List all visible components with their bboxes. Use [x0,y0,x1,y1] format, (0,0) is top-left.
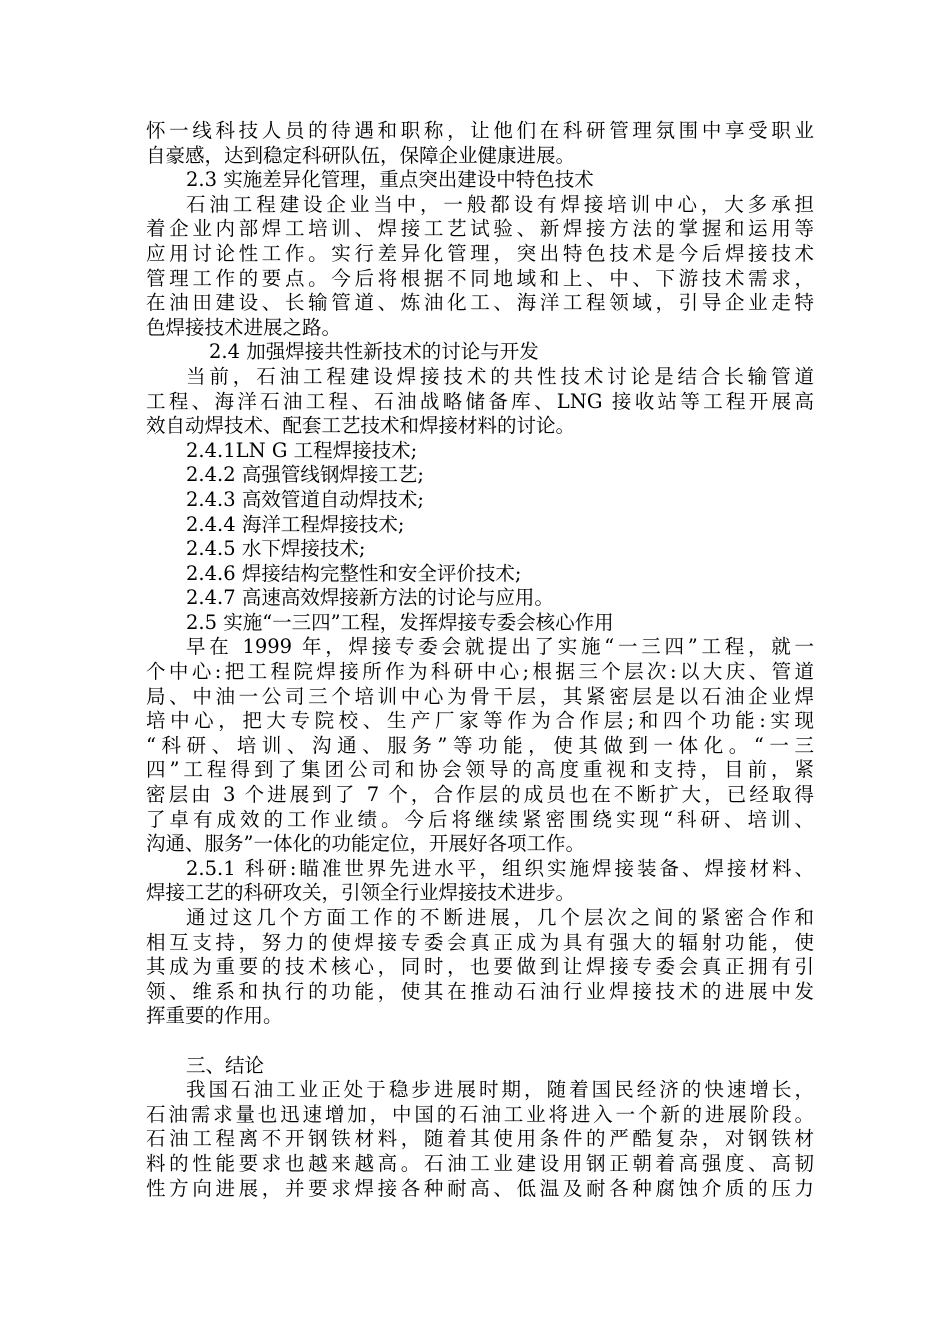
list-item [146,488,814,513]
text-line: 石油需求量也迅速增加，中国的石油工业将进入一个新的进展阶段。 [146,1102,814,1126]
text-line: 着企业内部焊工培训、焊接工艺试验、新焊接方法的掌握和运用等 [146,217,814,241]
text-line: 2.4.2 高强管线钢焊接工艺; [186,463,424,487]
text-line: 早在 1999 年，焊接专委会就提出了实施“一三四”工程，就一 [186,635,814,659]
text-line: 效自动焊技术、配套工艺技术和焊接材料的讨论。 [146,414,576,438]
paragraph [146,906,814,1029]
section-heading [146,340,814,365]
paragraph [146,857,814,906]
text-line: 个中心:把工程院焊接所作为科研中心;根据三个层次:以大庆、管道 [146,660,814,684]
text-line: 四”工程得到了集团公司和协会领导的高度重视和支持，目前，紧 [146,758,814,782]
blank-line [146,1029,814,1054]
list-item [146,463,814,488]
text-line: 通过这几个方面工作的不断进展，几个层次之间的紧密合作和 [186,906,814,929]
text-line: “科研、培训、沟通、服务”等功能，使其做到一体化。“一三 [146,733,814,757]
text-line: 性方向进展，并要求焊接各种耐高、低温及耐各种腐蚀介质的压力 [146,1176,814,1200]
list-item [146,513,814,538]
text-line: 相互支持，努力的使焊接专委会真正成为具有强大的辐射功能，使 [146,930,814,954]
text-line: 沟通、服务”一体化的功能定位，开展好各项工作。 [146,832,585,856]
text-line: 挥重要的作用。 [146,1004,283,1028]
text-line: 2.3 实施差异化管理，重点突出建设中特色技术 [186,168,594,192]
text-line: 怀一线科技人员的待遇和职称，让他们在科研管理氛围中享受职业 [146,119,814,142]
text-line: 三、结论 [186,1053,265,1077]
text-line: 料的性能要求也越来越高。石油工业建设用钢正朝着高强度、高韧 [146,1151,814,1175]
text-line: 2.4.3 高效管道自动焊技术; [186,487,424,511]
text-line: 2.5 实施“一三四”工程，发挥焊接专委会核心作用 [186,610,614,634]
section-heading [146,168,814,193]
list-item [146,537,814,562]
text-line: 自豪感，达到稳定科研队伍，保障企业健康进展。 [146,143,576,167]
text-line: 密层由 3 个进展到了 7 个，合作层的成员也在不断扩大，已经取得 [146,783,814,807]
text-line: 培中心，把大专院校、生产厂家等作为合作层;和四个功能:实现 [146,709,814,733]
text-line: 领、维系和执行的功能，使其在推动石油行业焊接技术的进展中发 [146,979,814,1003]
text-line: 2.4.1LN G 工程焊接技术; [186,438,418,462]
text-line: 局、中油一公司三个培训中心为骨干层，其紧密层是以石油企业焊 [146,684,814,708]
list-item [146,439,814,464]
paragraph [146,1078,814,1201]
list-item [146,562,814,587]
section-heading [146,611,814,636]
text-line: 2.4.7 高速高效焊接新方法的讨论与应用。 [186,586,554,610]
paragraph [146,193,814,341]
text-line: 了卓有成效的工作业绩。今后将继续紧密围绕实现“科研、培训、 [146,807,814,831]
text-line: 色焊接技术进展之路。 [146,315,342,339]
section-heading [146,1054,814,1079]
text-line: 在油田建设、长输管道、炼油化工、海洋工程领域，引导企业走特 [146,291,814,315]
text-line: 2.4.6 焊接结构完整性和安全评价技术; [186,561,522,585]
text-line: 2.5.1 科研:瞄准世界先进水平，组织实施焊接装备、焊接材料、 [186,856,814,880]
text-line: 2.4.4 海洋工程焊接技术; [186,512,405,536]
text-line: 石油工程离不开钢铁材料，随着其使用条件的严酷复杂，对钢铁材 [146,1127,814,1151]
text-line: 当前，石油工程建设焊接技术的共性技术讨论是结合长输管道 [186,364,814,388]
paragraph [146,635,814,856]
text-line: 其成为重要的技术核心，同时，也要做到让焊接专委会真正拥有引 [146,955,814,979]
paragraph [146,365,814,439]
text-line: 2.4.5 水下焊接技术; [186,537,366,561]
paragraph [146,119,814,168]
text-line: 管理工作的要点。今后将根据不同地域和上、中、下游技术需求， [146,266,814,290]
document-page [146,119,814,1201]
text-line: 2.4 加强焊接共性新技术的讨论与开发 [209,340,539,364]
text-line: 石油工程建设企业当中，一般都设有焊接培训中心，大多承担 [186,192,814,216]
list-item [146,586,814,611]
text-line: 工程、海洋石油工程、石油战略储备库、LNG 接收站等工程开展高 [146,389,814,413]
text-line: 焊接工艺的科研攻关，引领全行业焊接技术进步。 [146,881,576,905]
text-line: 应用讨论性工作。实行差异化管理，突出特色技术是今后焊接技术 [146,241,814,265]
text-line: 我国石油工业正处于稳步进展时期，随着国民经济的快速增长， [186,1078,814,1102]
